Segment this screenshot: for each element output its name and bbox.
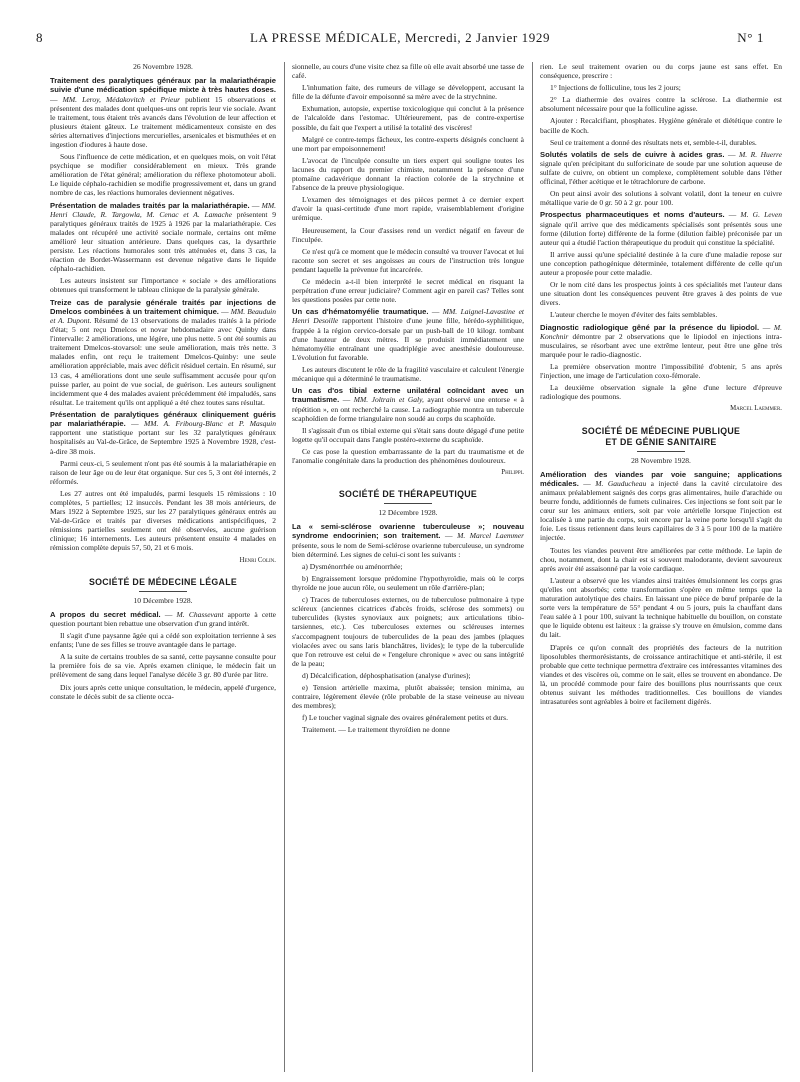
article-text: Ce n'est qu'à ce moment que le médecin consulté va trouver l'avocat et lui raconte son secret et ses angoisses au cours de l'instruction très longue pendant laquelle la prévenue fut incarcérée. bbox=[292, 246, 524, 274]
article-authors: M. Konchnir bbox=[540, 322, 782, 341]
article: A propos du secret médical. — M. Chassevant apporte à cette question pourtant bien rebattue une observation d'un grand intérêt. Il s'agit d'une paysanne âgée qui a cédé son exploitation terrienne à ses enfants; l'une de ses filles se trouve avantagée dans le partage. A la suite de certains troubles de sa santé, cette paysanne consulte pour la première fois de sa vie. Après examen clinique, le médecin fait un prélèvement de sang dans lequel l'analyse décèle 3 gr. 80 d'urée par litre. Dix jours après cette unique consultation, le médecin, appelé d'urgence, constate le décès subit de sa cliente occa- bbox=[50, 609, 276, 701]
article-authors: MM. Beauduin et A. Dupont. bbox=[50, 306, 276, 325]
article: Un cas d'hématomyélie traumatique. — MM. Laignel-Lavastine et Henri Desoille rapportent l'histoire d'une jeune fille, hérédo-syphilitique, frappée à la région cervico-dorsale par un push-ball de 10 kilogr. tombant d'une hauteur de deux mètres. Il se produisit immédiatement une hématomyélie entraînant une quadriplégie avec anesthésie douloureuse. L'évolution fut favorable. Les auteurs discutent le rôle de la fragilité vasculaire et calculent l'énergie mécanique qui a déterminé le traumatisme. bbox=[292, 307, 524, 384]
journal-title: LA PRESSE MÉDICALE, Mercredi, 2 Janvier 1929 bbox=[249, 30, 551, 45]
article-authors: M. R. Huerre bbox=[739, 149, 782, 159]
article-title: Présentation de paralytiques généraux cliniquement guéris par malariathérapie. bbox=[50, 409, 276, 429]
session-date: 28 Novembre 1928. bbox=[631, 455, 691, 465]
article-text: Il arrive aussi qu'une spécialité destinée à la cure d'une maladie repose sur une conception pathogénique déterminée, totalement différente de celle qu'un auteur a proposée pour cette maladie. bbox=[540, 249, 782, 278]
column-divider bbox=[532, 62, 533, 1072]
article-text: ayant observé une entorse « à répétition », en ont recherché la cause. La radiographie montra un tubercule scaphoïdien de forme triangulaire non soudé au corps du scaphoïde. bbox=[292, 395, 524, 423]
page-header bbox=[36, 30, 764, 50]
article-title: Un cas d'os tibial externe unilatéral coïncidant avec un traumatisme. bbox=[292, 386, 524, 405]
article-text: Exhumation, autopsie, expertise toxicologique qui conclut à la présence de l'alcaloïde dans l'estomac. Ultérieurement, pas de contre-expertise possible, du fait que l'expert a utilisé la totalité des viscères! bbox=[292, 104, 524, 132]
article-authors: M. Gauducheau bbox=[595, 478, 647, 488]
article-text: signale qu'en précipitant du sulforicinate de soude par une solution aqueuse de sulfate de cuivre, on obtient un complexe, complètement soluble dans l'éther officinal, l'éther acétique et le tétrachlorure de carbone. bbox=[540, 158, 782, 187]
article-text: L'examen des témoignages et des pièces permet à ce dernier expert d'avoir la quasi-certitude d'une mort rapide, vraisemblablement d'origine urémique. bbox=[292, 195, 524, 223]
article: Amélioration des viandes par voie sanguine; applications médicales. — M. Gauducheau a injecté dans la cavité circulatoire des animaux préalablement saignés des corps gras alimentaires, huile d'arachide ou beurre fondu, additionnés de fumets culinaires. Ces injections se font soit par le cœur sur les animaux entiers, soit par voie artérielle lorsque l'injection est localisée à une partie du corps, soit encore par la veine porte lorsqu'il s'agit du foie. Les tissus retiennent dans leurs capillaires de 3 à 5 pour 100 de la matière injectée. Toutes les viandes peuvent être améliorées par cette méthode. Le lapin de chou, notamment, dont la chair est si souvent malodorante, devient savoureux après avoir été assaisonné par la voie cardiaque. L'auteur a observé que les viandes ainsi traitées émulsionnent les corps gras qu'elles ont absorbés; cette transformation s'opère en même temps que la maturation autolytique des chairs. En laissant une pièce de bœuf préparée de la sorte vers la température de 55° pendant 4 ou 5 jours, puis la chauffant dans l'eau salée à 1 pour 100, suivant la technique habituelle du bouillon, on constate que le liquide obtenu est laiteux : la graisse s'y trouve en émulsion, comme dans du lait. D'après ce qu'on connaît des propriétés des facteurs de la nutrition liposolubles thermorésistants, de croissance antirachitique et anti-stérile, il est probable que cette technique permettra d'extraire ces intéressantes vitamines des viandes et des viscères où, comme on le sait, elles se trouvent en abondance. De là, un procédé commode pour faire des bouillons plus nourrissants que ceux obtenus suivant les méthodes traditionnelles. Ces bouillons de viandes intrasaturées sont agréables à boire et facilement digérés. bbox=[540, 469, 782, 707]
article-text: sionnelle, au cours d'une visite chez sa fille où elle avait absorbé une tasse de café. bbox=[292, 62, 524, 81]
article-authors: M. Chassevant bbox=[176, 609, 224, 619]
article-authors: M. Marcel Laemmer bbox=[457, 531, 524, 541]
column-divider bbox=[284, 62, 285, 1072]
article-text: b) Engraissement lorsque prédomine l'hypothyroïdie, mais où le corps thyroïde ne joue aucun rôle, ou seulement un rôle d'arrière-plan; bbox=[292, 573, 524, 593]
article: Traitement des paralytiques généraux par la malariathérapie suivie d'une médication spécifique mixte à très hautes doses. — MM. Leroy, Médakovitch et Prieur publient 15 observations et présentent des malades dont quelques-uns ont repris leur vie sociale. Avant le traitement, tous étaient très avancés dans l'évolution de leur affection et plusieurs étaient gâteux. Le traitement médicamenteux consiste en des séries alternatives d'injections mercurielles, arsenicales et bismuthées et en ingestion d'iodures à haute dose. Sous l'influence de cette médication, et en quelques mois, on voit l'état psychique se modifier considérablement en mieux. Très grande amélioration de l'état général; amélioration du réflexe photomoteur aboli. Le liquide céphalo-rachidien se modifie progressivement et, dans un grand nombre de cas, les réactions humorales deviennent négatives. bbox=[50, 76, 276, 198]
article-text: Ce cas pose la question embarrassante de la part du traumatisme et de l'anomalie congénitale dans la production des phénomènes douloureux. bbox=[292, 446, 524, 465]
article-text: L'auteur cherche le moyen d'éviter des faits semblables. bbox=[550, 310, 718, 320]
article-text: Les auteurs discutent le rôle de la fragilité vasculaire et calculent l'énergie mécanique qui a déterminé le traumatisme. bbox=[292, 364, 524, 384]
page-number: 8 bbox=[36, 30, 44, 45]
article-text: La deuxième observation signale la gêne d'une lecture d'épreuve radiologique des poumons. bbox=[540, 383, 782, 402]
article: Diagnostic radiologique gêné par la présence du lipiodol. — M. Konchnir démontre par 2 observations que le lipiodol en injections intra-musculaires, se résorbant avec une extrême lenteur, peut être une gêne très marquée pour le radio-diagnostic. La première observation montre l'impossibilité d'obtenir, 5 ans après l'injection, une image de l'articulation coxo-fémorale. La deuxième observation signale la gêne d'une lecture d'épreuve radiologique des poumons. Marcel Laemmer. bbox=[540, 322, 782, 413]
article-text: D'après ce qu'on connaît des propriétés des facteurs de la nutrition liposolubles thermorésistants, de croissance antirachitique et anti-stérile, il est probable que cette technique permettra d'extraire ces intéressantes vitamines des viandes et des viscères où, comme on le sait, elles se trouvent en abondance. De là, un procédé commode pour faire des bouillons plus nourrissants que ceux obtenus suivant les méthodes traditionnelles. Ces bouillons de viandes intrasaturées sont agréables à boire et facilement digérés. bbox=[540, 642, 782, 707]
article-title: A propos du secret médical. bbox=[50, 609, 161, 619]
column-2 bbox=[292, 62, 524, 1072]
article-text: Heureusement, la Cour d'assises rend un verdict négatif en faveur de l'inculpée. bbox=[292, 225, 524, 244]
issue-number: N° 1 bbox=[737, 30, 764, 45]
section-divider bbox=[637, 451, 685, 452]
article-title: Diagnostic radiologique gêné par la présence du lipiodol. bbox=[540, 322, 760, 332]
article-text: démontre par 2 observations que le lipiodol en injections intra-musculaires, se résorbant avec une extrême lenteur, peut être une gêne très marquée pour le radio-diagnostic. bbox=[540, 331, 782, 359]
article-text: rapportent l'histoire d'une jeune fille, hérédo-syphilitique, frappée à la région cervico-dorsale par un push-ball de 10 kilogr. tombant d'une hauteur de deux mètres. Il se produisit immédiatement une hématomyélie entraînant une quadriplégie avec anesthésie douloureuse. L'évolution fut favorable. bbox=[292, 316, 524, 362]
article-text: publient 15 observations et présentent des malades dont quelques-uns ont repris leur vie sociale. Avant le traitement, tous étaient très avancés dans l'évolution de leur affection et plusieurs étaient gâteux. Le traitement médicamenteux consiste en des séries alternatives d'injections mercurielles, arsenicales et bismuthées et en ingestion d'iodures à haute dose. bbox=[50, 94, 276, 149]
article-text: Ajouter : Recalcifiant, phosphates. Hygiène générale et diététique contre le bacille de Koch. bbox=[540, 116, 782, 135]
section-divider bbox=[384, 503, 432, 504]
article-continued bbox=[540, 62, 782, 147]
article-continued bbox=[292, 62, 524, 304]
article-text: a) Dysménorrhée ou aménorrhée; bbox=[302, 561, 403, 571]
article-text: d) Décalcification, déphosphatisation (analyse d'urines); bbox=[302, 670, 471, 680]
article-signature: Henri Colin. bbox=[239, 556, 276, 564]
article-title: Un cas d'hématomyélie traumatique. bbox=[292, 307, 429, 317]
article-authors: MM. A. Fribourg-Blanc et P. Masquin bbox=[143, 419, 276, 429]
article-text: On peut ainsi avoir des solutions à solvant volatil, dont la teneur en cuivre métallique varie de 0 gr. 50 à 2 gr. pour 100. bbox=[540, 189, 782, 208]
section-title bbox=[540, 426, 782, 448]
article-title: La « semi-sclérose ovarienne tuberculeuse »; nouveau syndrome endocrinien; son traitement. bbox=[292, 522, 524, 541]
article-title: Présentation de malades traités par la malariathérapie. bbox=[50, 200, 250, 210]
article-text: L'auteur a observé que les viandes ainsi traitées émulsionnent les corps gras qu'elles ont absorbés; cette transformation s'opère en même temps que la maturation autolytique des chairs. En laissant une pièce de bœuf préparée de la sorte vers la température de 55° pendant 4 ou 5 jours, puis la chauffant dans l'eau salée à 1 pour 100, suivant la technique habituelle du bouillon, on constate que le liquide obtenu est laiteux : la graisse s'y trouve en émulsion, comme dans du lait. bbox=[540, 575, 782, 640]
article-text: Résumé de 13 observations de malades traités à la période d'état; 5 ont reçu Dmelcos et novar hebdomadaire avec Quinby dans l'intervalle: 2 améliorations, une légère, une plus nette. 5 ont été soumis au traitement Dmelcos-stovarsol: une seule amélioration, mais très nette. 3 malades enfin, ont reçu le traitement Dmelcos-Quinby: une seule amélioration appréciable, mais avec déficit résiduel certain. En résumé, sur 13 cas, 4 améliorations dont une seule suffisamment accusée pour qu'on puisse parler, au point de vue social, de guérison. Les auteurs soulignent incidemment que 4 des malades avaient précédemment été impaludés, sans résultat. Le traitement qu'ils ont appliqué a été chez toutes sans résultat. bbox=[50, 315, 276, 407]
article-text: f) Le toucher vaginal signale des ovaires généralement petits et durs. bbox=[302, 713, 508, 723]
article: Treize cas de paralysie générale traités par injections de Dmelcos combinées à un traitement chimique. — MM. Beauduin et A. Dupont. Résumé de 13 observations de malades traités à la période d'état; 5 ont reçu Dmelcos et novar hebdomadaire avec Quinby dans l'intervalle: 2 améliorations, une légère, une plus nette. 5 ont été soumis au traitement Dmelcos-stovarsol: une seule amélioration, mais très nette. 3 malades enfin, ont reçu le traitement Dmelcos-Quinby: une seule amélioration appréciable, mais avec déficit résiduel certain. En résumé, sur 13 cas, 4 améliorations dont une seule suffisamment accusée pour qu'on puisse parler, au point de vue social, de guérison. Les auteurs soulignent incidemment que 4 des malades avaient précédemment été impaludés, sans résultat. Le traitement qu'ils ont appliqué a été chez toutes sans résultat. bbox=[50, 297, 276, 407]
article: La « semi-sclérose ovarienne tuberculeuse »; nouveau syndrome endocrinien; son traitement. — M. Marcel Laemmer présente, sous le nom de Semi-sclérose ovarienne tuberculeuse, un syndrome bien déterminé. Les signes de celui-ci sont les suivants : a) Dysménorrhée ou aménorrhée; b) Engraissement lorsque prédomine l'hypothyroïdie, mais où le corps thyroïde ne joue aucun rôle, ou seulement un rôle d'arrière-plan; c) Traces de tuberculoses externes, ou de tuberculose pulmonaire à type scléreux (anciennes cicatrices d'abcès froids, sclérose des sommets) ou tuberculides (kystes synoviaux aux poignets; aux articulations tibio-tarsiennes, etc.). Ces tuberculoses externes ou scléreuses internes s'accompagnent toujours de tuberculides de la peau des jambes (plaques violacées avec ou sans laris blanchâtres, livides); le type de la tuberculide que l'on retrouve est celui de « l'engelure chronique » avec ou sans intégrité de la peau; d) Décalcification, déphosphatisation (analyse d'urines); e) Tension artérielle maxima, plutôt abaissée; tension minima, au contraire, légèrement élevée (rôle probable de la stase veineuse au niveau des membres); f) Le toucher vaginal signale des ovaires généralement petits et durs. Traitement. — Le traitement thyroïdien ne donne bbox=[292, 522, 524, 735]
article: Un cas d'os tibial externe unilatéral coïncidant avec un traumatisme. — MM. Joltrain et Galy, ayant observé une entorse « à répétition », en ont recherché la cause. La radiographie montra un tubercule scaphoïdien de forme triangulaire non soudé au corps du scaphoïde. Il s'agissait d'un os tibial externe qui s'était sans doute dégagé d'une petite logette qu'il occupait dans l'angle postéro-externe du scaphoïde. Ce cas pose la question embarrassante de la part du traumatisme et de l'anomalie congénitale dans la production des phénomènes douloureux. Philippi. bbox=[292, 386, 524, 477]
article-text: Traitement. — Le traitement thyroïdien ne donne bbox=[302, 725, 450, 735]
article-signature: Marcel Laemmer. bbox=[730, 405, 782, 413]
article-text: L'avocat de l'inculpée consulte un tiers expert qui souligne toutes les lacunes du rapport du premier chimiste, notamment la présence d'une ptomaïne cadavérique donnant la réaction colorée de la strychnine et l'absence de la preuve physiologique. bbox=[292, 155, 524, 193]
article-text: La première observation montre l'impossibilité d'obtenir, 5 ans après l'injection, une image de l'articulation coxo-fémorale. bbox=[540, 362, 782, 381]
article-signature: Philippi. bbox=[501, 469, 524, 477]
article-text: rapportent une statistique portant sur les 32 paralytiques généraux hospitalisés au Val-de-Grâce, de Septembre 1925 à Novembre 1928, c'est-à-dire 38 mois. bbox=[50, 428, 276, 456]
session-date: 12 Décembre 1928. bbox=[378, 508, 438, 518]
article-text: Toutes les viandes peuvent être améliorées par cette méthode. Le lapin de chou, notamment, dont la chair est si souvent malodorante, devient savoureux après avoir été assaisonné par la voie cardiaque. bbox=[540, 545, 782, 573]
article-authors: MM. Joltrain et Galy, bbox=[353, 395, 424, 405]
article-authors: MM. Leroy, Médakovitch et Prieur bbox=[62, 94, 181, 104]
article-text: e) Tension artérielle maxima, plutôt abaissée; tension minima, au contraire, légèrement élevée (rôle probable de la stase veineuse au niveau des membres); bbox=[292, 682, 524, 711]
article-text: présentent 9 paralytiques généraux traités de 1925 à 1926 par la malariathérapie. Ces malades ont récupéré une activité sociale normale, certains ont même amélioré leur situation antérieure. Dans quelques cas, la dysarthrie persiste. Les réactions humorales sont très atténuées et, dans 3 cas, la réaction de Bordet-Wassermann est devenue négative dans le liquide céphalo-rachidien. bbox=[50, 209, 276, 274]
article-text: a injecté dans la cavité circulatoire des animaux préalablement saignés des corps gras alimentaires, huile d'arachide ou beurre fondu, additionnés de fumets culinaires. Ces injections se font soit par le cœur sur les animaux entiers, soit par voie artérielle lorsque l'injection est localisée à une partie du corps, soit encore par la veine porte lorsqu'il s'agit du foie. Les tissus retiennent dans leurs capillaires de 3 à 5 pour 100 de la matière injectée. bbox=[540, 478, 782, 543]
column-1 bbox=[50, 62, 276, 1072]
article-text: 2° La diathermie des ovaires contre la sclérose. La diathermie est absolument nécessaire pour que la folliculine agisse. bbox=[540, 95, 782, 114]
section-title-line: ET DE GÉNIE SANITAIRE bbox=[605, 436, 717, 447]
article: Solutés volatils de sels de cuivre à acides gras. — M. R. Huerre signale qu'en précipitant du sulforicinate de soude par une solution aqueuse de sulfate de cuivre, on obtient un complexe, complètement soluble dans l'éther officinal, l'éther acétique et le tétrachlorure de carbone. On peut ainsi avoir des solutions à solvant volatil, dont la teneur en cuivre métallique varie de 0 gr. 50 à 2 gr. pour 100. bbox=[540, 149, 782, 208]
article-authors: MM. Laignel-Lavastine et Henri Desoille bbox=[292, 307, 524, 326]
article-authors: MM. Henri Claude, R. Targowla, M. Cenac et A. Lamache bbox=[50, 200, 276, 219]
article-text: signale qu'il arrive que des médicaments spécialisés sont présentés sous une forme (dilution forte) différente de la forme (dilution faible) préconisée par un auteur qui a étudié l'action thérapeutique du produit qui constitue la spécialité. bbox=[540, 219, 782, 247]
article-text: Sous l'influence de cette médication, et en quelques mois, on voit l'état psychique se modifier considérablement en mieux. Très grande amélioration de l'état général; amélioration du réflexe photomoteur aboli. Le liquide céphalo-rachidien se modifie progressivement et, dans un grand nombre de cas, les réactions humorales deviennent négatives. bbox=[50, 152, 276, 198]
article-title: Amélioration des viandes par voie sanguine; applications médicales. bbox=[540, 469, 782, 488]
article-text: Seul ce traitement a donné des résultats nets et, semble-t-il, durables. bbox=[550, 137, 757, 147]
article-title: Solutés volatils de sels de cuivre à acides gras. bbox=[540, 149, 725, 159]
article-text: Il s'agissait d'un os tibial externe qui s'était sans doute dégagé d'une petite logette qu'il occupait dans l'angle postéro-externe du scaphoïde. bbox=[292, 425, 524, 444]
article-title: Prospectus pharmaceutiques et noms d'auteurs. bbox=[540, 210, 725, 220]
article-text: Les auteurs insistent sur l'importance « sociale » des améliorations obtenues qui transforment le tableau clinique de la paralysie générale. bbox=[50, 276, 276, 295]
article-text: rien. Le seul traitement ovarien ou du corps jaune est sans effet. En conséquence, prescrire : bbox=[540, 62, 782, 81]
article: Présentation de paralytiques généraux cliniquement guéris par malariathérapie. — MM. A. Fribourg-Blanc et P. Masquin rapportent une statistique portant sur les 32 paralytiques généraux hospitalisés au Val-de-Grâce, de Septembre 1925 à Novembre 1928, c'est-à-dire 38 mois. Parmi ceux-ci, 5 seulement n'ont pas été soumis à la malariathérapie en raison de leur âge ou de leur état organique. Sur ces 5, 3 ont été internés, 2 réformés. Les 27 autres ont été impaludés, parmi lesquels 15 rémissions : 10 complètes, 5 partielles; 12 insuccès. Pendant les 38 mois antérieurs, de Mars 1922 à Septembre 1925, sur les 27 paralytiques généraux entrés au Val-de-Grâce et traités par diverses médications antispécifiques, 2 rémissions partielles seulement ont été observées, aucune guérison clinique; 16 internements. Les auteurs présentent ensuite 4 malades en rémission complète depuis 57, 50, 21 et 6 mois. Henri Colin. bbox=[50, 409, 276, 564]
article-text: Dix jours après cette unique consultation, le médecin, appelé d'urgence, constate le décès subit de sa cliente occa- bbox=[50, 682, 276, 701]
column-3 bbox=[540, 62, 782, 1072]
article-text: A la suite de certains troubles de sa santé, cette paysanne consulte pour la première fois de sa vie. Après examen clinique, le médecin fait un prélèvement de sang dans lequel l'analyse décèle 3 gr. 80 d'urée par litre. bbox=[50, 652, 276, 680]
columns bbox=[50, 62, 782, 1072]
section-divider bbox=[139, 591, 187, 592]
article-text: c) Traces de tuberculoses externes, ou de tuberculose pulmonaire à type scléreux (anciennes cicatrices d'abcès froids, sclérose des sommets) ou tuberculides (kystes synoviaux aux poignets; aux articulations tibio-tarsiennes, etc.). Ces tuberculoses externes ou scléreuses internes s'accompagnent toujours de tuberculides de la peau des jambes (plaques violacées avec ou sans laris blanchâtres, livides); le type de la tuberculide que l'on retrouve est celui de « l'engelure chronique » avec ou sans intégrité de la peau; bbox=[292, 595, 524, 668]
article-text: Ce médecin a-t-il bien interprété le secret médical en risquant la perpétration d'une erreur judiciaire? Comment agir en pareil cas? Telles sont les questions posées par cette note. bbox=[292, 276, 524, 305]
article-title: Traitement des paralytiques généraux par la malariathérapie suivie d'une médication spécifique mixte à très hautes doses. bbox=[50, 76, 276, 95]
article-text: Malgré ce contre-temps fâcheux, les contre-experts désignés concluent à une mort par empoisonnement! bbox=[292, 134, 524, 153]
article-text: Il s'agit d'une paysanne âgée qui a cédé son exploitation terrienne à ses enfants; l'une de ses filles se trouve avantagée dans le partage. bbox=[50, 631, 276, 650]
article-authors: M. G. Leven bbox=[740, 210, 782, 220]
session-date: 10 Décembre 1928. bbox=[133, 595, 193, 605]
section-title: SOCIÉTÉ DE THÉRAPEUTIQUE bbox=[338, 489, 478, 500]
article: Prospectus pharmaceutiques et noms d'auteurs. — M. G. Leven signale qu'il arrive que des médicaments spécialisés sont présentés sous une forme (dilution forte) différente de la forme (dilution faible) préconisée par un auteur qui a étudié l'action thérapeutique du produit qui constitue la spécialité. Il arrive aussi qu'une spécialité destinée à la cure d'une maladie repose sur une conception pathogénique déterminée, totalement différente de celle qu'un auteur a proposée pour cette maladie. Or le nom cité dans les prospectus joints à ces spécialités met l'auteur dans une situation dont les conséquences peuvent être graves à des points de vue divers. L'auteur cherche le moyen d'éviter des faits semblables. bbox=[540, 210, 782, 320]
session-date: 26 Novembre 1928. bbox=[133, 62, 193, 71]
article-text: 1° Injections de folliculine, tous les 2 jours; bbox=[550, 83, 681, 93]
article-text: présente, sous le nom de Semi-sclérose ovarienne tuberculeuse, un syndrome bien déterminé. Les signes de celui-ci sont les suivants : bbox=[292, 540, 524, 559]
article: Présentation de malades traités par la malariathérapie. — MM. Henri Claude, R. Targowla, M. Cenac et A. Lamache présentent 9 paralytiques généraux traités de 1925 à 1926 par la malariathérapie. Ces malades ont récupéré une activité sociale normale, certains ont même amélioré leur situation antérieure. Dans quelques cas, la dysarthrie persiste. Les réactions humorales sont très atténuées et, dans 3 cas, la réaction de Bordet-Wassermann est devenue négative dans le liquide céphalo-rachidien. Les auteurs insistent sur l'importance « sociale » des améliorations obtenues qui transforment le tableau clinique de la paralysie générale. bbox=[50, 200, 276, 295]
article-text: Parmi ceux-ci, 5 seulement n'ont pas été soumis à la malariathérapie en raison de leur âge ou de leur état organique. Sur ces 5, 3 ont été internés, 2 réformés. bbox=[50, 458, 276, 486]
article-text: Or le nom cité dans les prospectus joints à ces spécialités met l'auteur dans une situation dont les conséquences peuvent être graves à des points de vue divers. bbox=[540, 280, 782, 308]
section-title-line: SOCIÉTÉ DE MÉDECINE PUBLIQUE bbox=[581, 425, 741, 436]
section-title: SOCIÉTÉ DE MÉDECINE LÉGALE bbox=[88, 576, 238, 587]
article-text: L'inhumation faite, des rumeurs de village se développent, accusant la fille de la défunte d'avoir empoisonné sa mère avec de la strychnine. bbox=[292, 83, 524, 102]
article-title: Treize cas de paralysie générale traités par injections de Dmelcos combinées à un traitement chimique. bbox=[50, 297, 276, 316]
article-text: Les 27 autres ont été impaludés, parmi lesquels 15 rémissions : 10 complètes, 5 partielles; 12 insuccès. Pendant les 38 mois antérieurs, de Mars 1922 à Septembre 1925, sur les 27 paralytiques généraux entrés au Val-de-Grâce et traités par diverses médications antispécifiques, 2 rémissions partielles seulement ont été observées, aucune guérison clinique; 16 internements. Les auteurs présentent ensuite 4 malades en rémission complète depuis 57, 50, 21 et 6 mois. bbox=[50, 488, 276, 553]
article-text: apporte à cette question pourtant bien rebattue une observation d'un grand intérêt. bbox=[50, 609, 276, 628]
